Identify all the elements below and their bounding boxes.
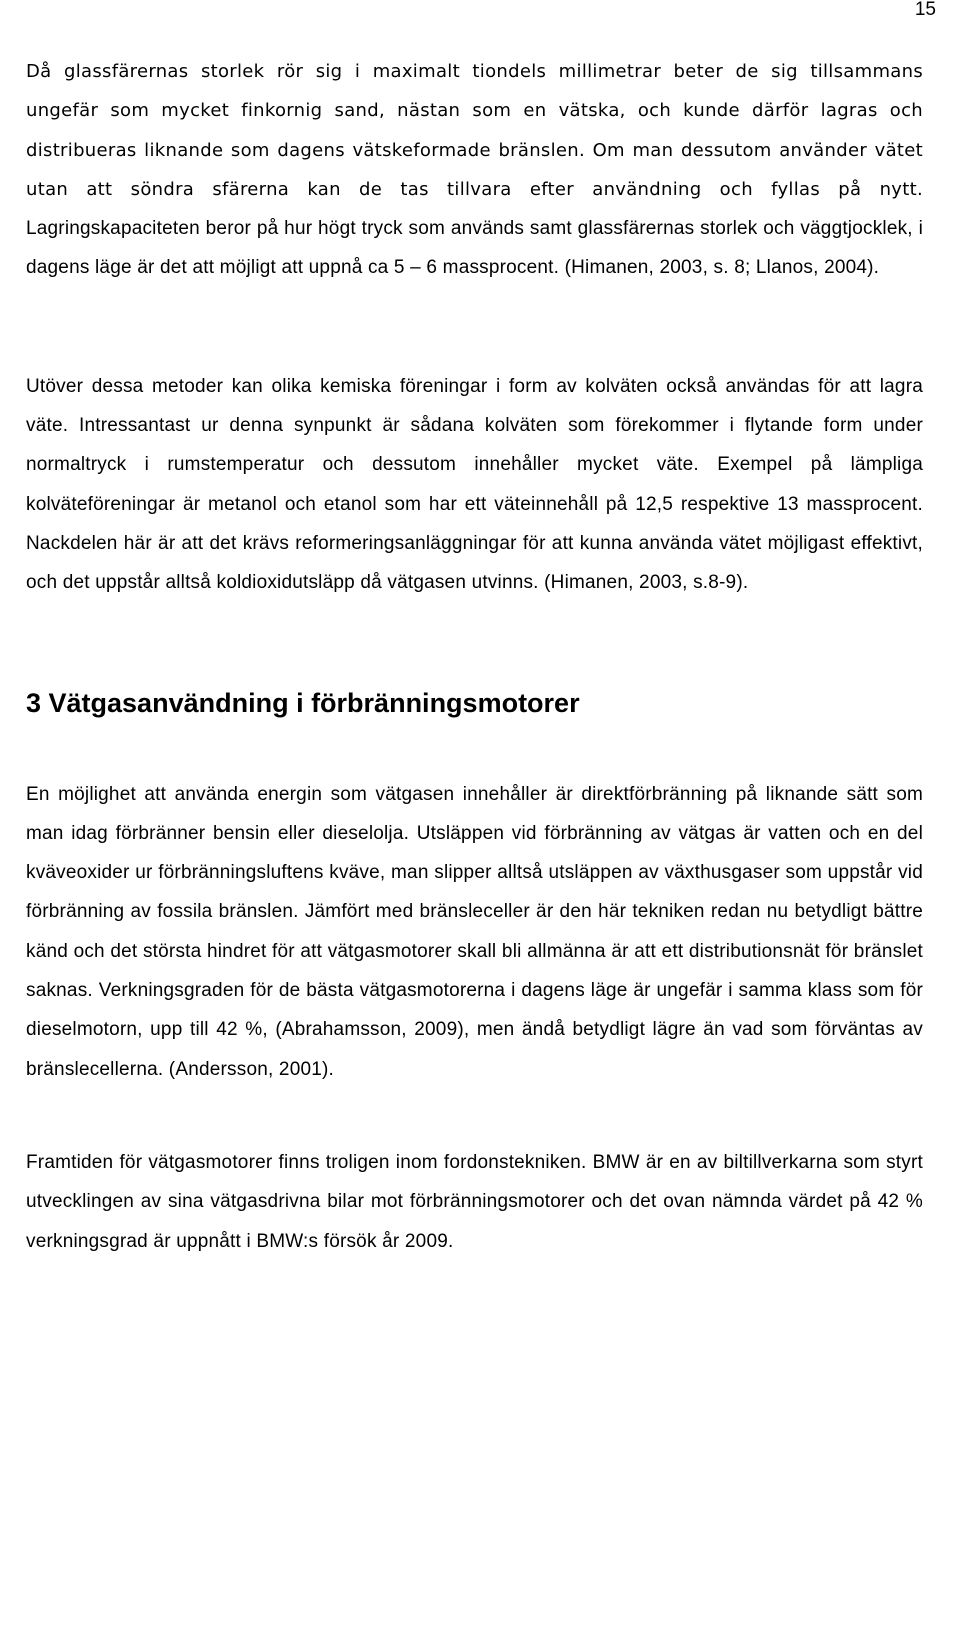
page-number: 15 bbox=[914, 0, 936, 20]
paragraph-direct-combustion: En möjlighet att använda energin som vätgasen innehåller är direktförbränning på liknande sätt som man idag förbränner bensin eller dieselolja. Utsläppen vid förbränning av vätgas är vatten och en del kväveoxider ur förbränningsluftens kväve, man slipper alltså utsläppen av växthusgaser som uppstår vid förbränning av fossila bränslen. Jämfört med bränsleceller är den här tekniken redan nu betydligt bättre känd och det största hindret för att vätgasmotorer skall bli allmänna är att ett distributionsnät för bränslet saknas. Verkningsgraden för de bästa vätgasmotorerna i dagens läge är ungefär i samma klass som för dieselmotorn, upp till 42 %, (Abrahamsson, 2009), men ändå betydligt lägre än vad som förväntas av bränslecellerna. (Andersson, 2001). bbox=[26, 783, 923, 1080]
paragraph-glass-spheres-part1: Då glassfärernas storlek rör sig i maximalt tiondels millimetrar beter de sig tillsammans ungefär som mycket finkornig sand, nästan som en vätska, och kunde därför lagras och distribueras liknande som dagens vätskeformade bränslen. Om man dessutom använder vätet utan att söndra sfärerna kan de tas tillvara efter användning och fyllas på nytt. bbox=[26, 61, 923, 200]
section-heading: 3 Vätgasanvändning i förbränningsmotorer bbox=[26, 687, 580, 718]
page-body bbox=[26, 52, 923, 1261]
paragraph-hydrocarbons: Utöver dessa metoder kan olika kemiska föreningar i form av kolväten också användas för att lagra väte. Intressantast ur denna synpunkt är sådana kolväten som förekommer i flytande form under normaltryck i rumstemperatur och dessutom innehåller mycket väte. Exempel på lämpliga kolväteföreningar är metanol och etanol som har ett väteinnehåll på 12,5 respektive 13 massprocent. Nackdelen här är att det krävs reformeringsanläggningar för att kunna använda vätet möjligast effektivt, och det uppstår alltså koldioxidutsläpp då vätgasen utvinns. (Himanen, 2003, s.8-9). bbox=[26, 375, 923, 594]
paragraph-glass-spheres bbox=[26, 52, 923, 288]
paragraph-glass-spheres-part2: Lagringskapaciteten beror på hur högt tryck som används samt glassfärernas storlek och väggtjocklek, i dagens läge är det att möjligt att uppnå ca 5 – 6 massprocent. (Himanen, 2003, s. 8; Llanos, 2004). bbox=[26, 218, 923, 279]
paragraph-future-engines: Framtiden för vätgasmotorer finns troligen inom fordonstekniken. BMW är en av biltillverkarna som styrt utvecklingen av sina vätgasdrivna bilar mot förbränningsmotorer och det ovan nämnda värdet på 42 % verkningsgrad är uppnått i BMW:s försök år 2009. bbox=[26, 1151, 923, 1252]
